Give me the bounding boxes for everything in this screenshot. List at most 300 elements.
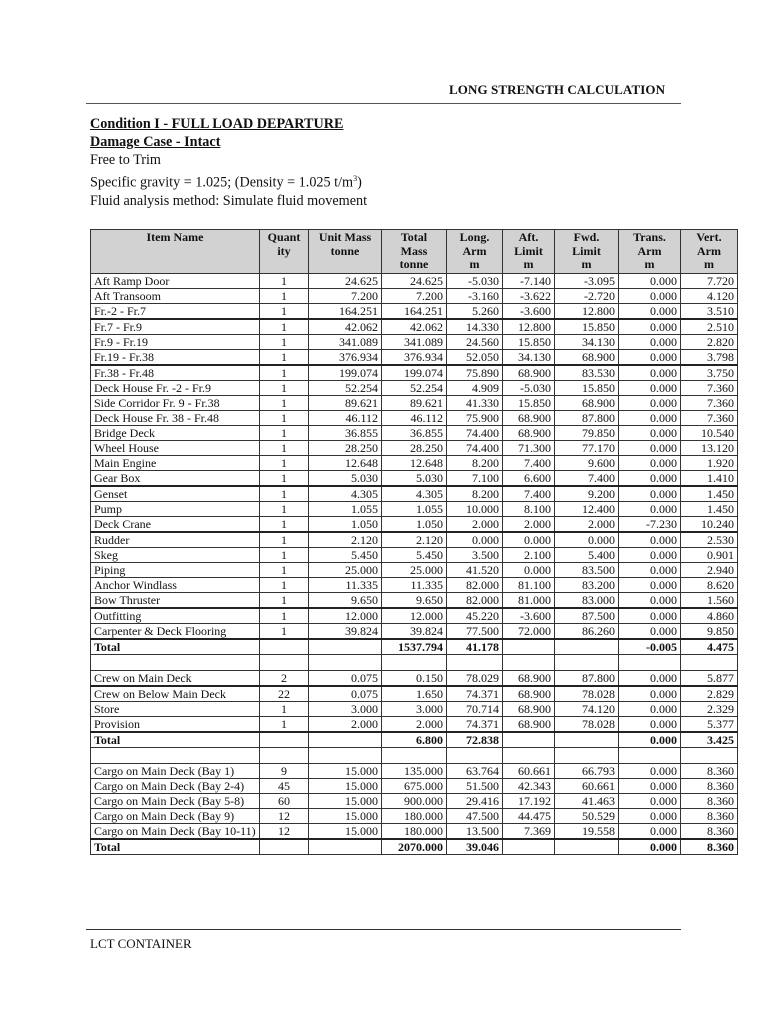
- cell-aft: 81.000: [503, 592, 555, 608]
- cell-fwd: 68.900: [555, 349, 619, 365]
- cell-long: 8.200: [447, 455, 503, 470]
- cell-aft: 15.850: [503, 395, 555, 410]
- cell-name: Skeg: [91, 547, 260, 562]
- cell-trans: 0.000: [619, 763, 681, 778]
- cell-name: Store: [91, 701, 260, 716]
- column-header-aft: Aft. Limit m: [503, 230, 555, 274]
- cell-long: 14.330: [447, 319, 503, 335]
- cell-long: 8.200: [447, 486, 503, 502]
- cell-vert: 3.425: [681, 732, 738, 748]
- cell-name: Cargo on Main Deck (Bay 9): [91, 808, 260, 823]
- table-row: [91, 808, 738, 823]
- cell-vert: 10.540: [681, 425, 738, 440]
- cell-name: Deck House Fr. 38 - Fr.48: [91, 410, 260, 425]
- cell-trans: 0.000: [619, 288, 681, 303]
- cell-unit: [309, 639, 382, 655]
- total-row: [91, 732, 738, 748]
- column-header-qty: Quant ity: [260, 230, 309, 274]
- cell-qty: 45: [260, 778, 309, 793]
- cell-trans: 0.000: [619, 273, 681, 288]
- cell-long: 10.000: [447, 501, 503, 516]
- spacer-row: [91, 654, 738, 670]
- cell-aft: 2.100: [503, 547, 555, 562]
- cell-fwd: 9.200: [555, 486, 619, 502]
- cell-long: 4.909: [447, 380, 503, 395]
- cell-aft: 60.661: [503, 763, 555, 778]
- cell-qty: 1: [260, 334, 309, 349]
- cell-long: 3.500: [447, 547, 503, 562]
- cell-vert: 10.240: [681, 516, 738, 532]
- cell-unit: [309, 747, 382, 763]
- cell-trans: 0.000: [619, 623, 681, 639]
- cell-long: 51.500: [447, 778, 503, 793]
- column-header-unit: Unit Mass tonne: [309, 230, 382, 274]
- cell-total: 0.150: [382, 670, 447, 686]
- column-header-fwd: Fwd. Limit m: [555, 230, 619, 274]
- cell-name: Anchor Windlass: [91, 577, 260, 592]
- table-row: [91, 577, 738, 592]
- cell-long: 2.000: [447, 516, 503, 532]
- cell-name: Total: [91, 839, 260, 855]
- cell-fwd: 12.800: [555, 303, 619, 319]
- cell-unit: [309, 839, 382, 855]
- cell-fwd: [555, 747, 619, 763]
- cell-name: Cargo on Main Deck (Bay 2-4): [91, 778, 260, 793]
- cell-aft: -3.600: [503, 303, 555, 319]
- cell-qty: 2: [260, 670, 309, 686]
- cell-trans: -0.005: [619, 639, 681, 655]
- cell-long: -5.030: [447, 273, 503, 288]
- cell-trans: 0.000: [619, 592, 681, 608]
- cell-fwd: 50.529: [555, 808, 619, 823]
- cell-total: 2.000: [382, 716, 447, 732]
- cell-vert: 2.530: [681, 532, 738, 548]
- cell-fwd: 78.028: [555, 686, 619, 702]
- fluid-analysis-method: Fluid analysis method: Simulate fluid movement: [90, 192, 368, 209]
- cell-unit: 42.062: [309, 319, 382, 335]
- cell-fwd: 83.200: [555, 577, 619, 592]
- cell-unit: 2.000: [309, 716, 382, 732]
- cell-aft: [503, 639, 555, 655]
- cell-fwd: 77.170: [555, 440, 619, 455]
- cell-trans: 0.000: [619, 303, 681, 319]
- cell-long: 75.900: [447, 410, 503, 425]
- table-row: [91, 288, 738, 303]
- cell-total: 11.335: [382, 577, 447, 592]
- cell-qty: [260, 639, 309, 655]
- cell-fwd: 66.793: [555, 763, 619, 778]
- cell-trans: 0.000: [619, 410, 681, 425]
- cell-aft: 81.100: [503, 577, 555, 592]
- table-row: [91, 470, 738, 486]
- cell-aft: [503, 654, 555, 670]
- cell-name: Outfitting: [91, 608, 260, 624]
- cell-aft: 34.130: [503, 349, 555, 365]
- cell-long: 41.178: [447, 639, 503, 655]
- cell-vert: 2.940: [681, 562, 738, 577]
- condition-info: [90, 115, 367, 210]
- cell-trans: 0.000: [619, 547, 681, 562]
- cell-name: Rudder: [91, 532, 260, 548]
- cell-fwd: 9.600: [555, 455, 619, 470]
- cell-total: 25.000: [382, 562, 447, 577]
- cell-qty: 1: [260, 577, 309, 592]
- cell-trans: 0.000: [619, 532, 681, 548]
- cell-unit: 4.305: [309, 486, 382, 502]
- cell-aft: 68.900: [503, 701, 555, 716]
- cell-long: 0.000: [447, 532, 503, 548]
- cell-qty: 12: [260, 823, 309, 839]
- cell-fwd: -2.720: [555, 288, 619, 303]
- table-row: [91, 501, 738, 516]
- cell-total: 12.000: [382, 608, 447, 624]
- cell-aft: 17.192: [503, 793, 555, 808]
- cell-total: 6.800: [382, 732, 447, 748]
- specific-gravity: Specific gravity = 1.025; (Density = 1.025 $t/m^3$): [90, 173, 362, 191]
- cell-qty: 1: [260, 288, 309, 303]
- cell-unit: 15.000: [309, 823, 382, 839]
- table-row: [91, 608, 738, 624]
- table-row: [91, 592, 738, 608]
- cell-name: Deck House Fr. -2 - Fr.9: [91, 380, 260, 395]
- cell-fwd: 87.500: [555, 608, 619, 624]
- cell-unit: 15.000: [309, 808, 382, 823]
- cell-total: 52.254: [382, 380, 447, 395]
- cell-unit: 341.089: [309, 334, 382, 349]
- cell-long: 72.838: [447, 732, 503, 748]
- cell-qty: 1: [260, 532, 309, 548]
- cell-fwd: 79.850: [555, 425, 619, 440]
- cell-trans: 0.000: [619, 470, 681, 486]
- cell-long: 74.400: [447, 440, 503, 455]
- cell-qty: 1: [260, 440, 309, 455]
- cell-aft: 71.300: [503, 440, 555, 455]
- cell-name: Aft Ramp Door: [91, 273, 260, 288]
- cell-long: 24.560: [447, 334, 503, 349]
- cell-fwd: 0.000: [555, 532, 619, 548]
- cell-total: 3.000: [382, 701, 447, 716]
- cell-vert: 8.360: [681, 793, 738, 808]
- cell-aft: [503, 732, 555, 748]
- table-row: [91, 823, 738, 839]
- cell-aft: -3.622: [503, 288, 555, 303]
- cell-total: 4.305: [382, 486, 447, 502]
- cell-aft: 68.900: [503, 686, 555, 702]
- cell-name: Cargo on Main Deck (Bay 5-8): [91, 793, 260, 808]
- cell-long: 78.029: [447, 670, 503, 686]
- cell-vert: 8.620: [681, 577, 738, 592]
- cell-unit: 15.000: [309, 778, 382, 793]
- cell-qty: 9: [260, 763, 309, 778]
- cell-long: 82.000: [447, 577, 503, 592]
- cell-qty: 60: [260, 793, 309, 808]
- cell-total: 5.030: [382, 470, 447, 486]
- cell-fwd: [555, 654, 619, 670]
- cell-qty: 1: [260, 592, 309, 608]
- cell-name: Crew on Main Deck: [91, 670, 260, 686]
- cell-qty: 1: [260, 349, 309, 365]
- table-row: [91, 319, 738, 335]
- cell-name: Fr.-2 - Fr.7: [91, 303, 260, 319]
- cell-name: Total: [91, 732, 260, 748]
- cell-fwd: 74.120: [555, 701, 619, 716]
- cell-vert: 1.560: [681, 592, 738, 608]
- cell-qty: 1: [260, 701, 309, 716]
- cell-fwd: 12.400: [555, 501, 619, 516]
- cell-aft: 68.900: [503, 365, 555, 381]
- cell-unit: 12.648: [309, 455, 382, 470]
- cell-long: -3.160: [447, 288, 503, 303]
- cell-long: 47.500: [447, 808, 503, 823]
- cell-vert: 1.450: [681, 501, 738, 516]
- cell-total: 24.625: [382, 273, 447, 288]
- cell-unit: 25.000: [309, 562, 382, 577]
- cell-unit: 0.075: [309, 686, 382, 702]
- cell-trans: 0.000: [619, 778, 681, 793]
- cell-fwd: 2.000: [555, 516, 619, 532]
- total-row: [91, 839, 738, 855]
- cell-fwd: 60.661: [555, 778, 619, 793]
- cell-trans: 0.000: [619, 365, 681, 381]
- cell-aft: 12.800: [503, 319, 555, 335]
- cell-total: 1.650: [382, 686, 447, 702]
- condition-title: Condition I - FULL LOAD DEPARTURE: [90, 116, 344, 132]
- cell-vert: 4.475: [681, 639, 738, 655]
- cell-unit: 5.450: [309, 547, 382, 562]
- cell-vert: 7.360: [681, 380, 738, 395]
- cell-total: 39.824: [382, 623, 447, 639]
- table-row: [91, 455, 738, 470]
- cell-vert: 13.120: [681, 440, 738, 455]
- cell-trans: 0.000: [619, 577, 681, 592]
- cell-name: Deck Crane: [91, 516, 260, 532]
- cell-fwd: 83.530: [555, 365, 619, 381]
- cell-trans: 0.000: [619, 716, 681, 732]
- table-row: [91, 701, 738, 716]
- cell-total: 1537.794: [382, 639, 447, 655]
- cell-name: Gear Box: [91, 470, 260, 486]
- cell-name: Main Engine: [91, 455, 260, 470]
- cell-trans: 0.000: [619, 562, 681, 577]
- footer-divider: [86, 929, 681, 930]
- cell-fwd: [555, 732, 619, 748]
- cell-vert: 4.120: [681, 288, 738, 303]
- cell-qty: 1: [260, 470, 309, 486]
- cell-aft: 6.600: [503, 470, 555, 486]
- cell-vert: 2.510: [681, 319, 738, 335]
- cell-aft: 15.850: [503, 334, 555, 349]
- cell-qty: [260, 732, 309, 748]
- cell-fwd: [555, 839, 619, 855]
- cell-total: 46.112: [382, 410, 447, 425]
- cell-unit: 52.254: [309, 380, 382, 395]
- table-row: [91, 425, 738, 440]
- column-header-trans: Trans. Arm m: [619, 230, 681, 274]
- header-divider: [86, 103, 681, 104]
- table-row: [91, 273, 738, 288]
- total-row: [91, 639, 738, 655]
- table-row: [91, 334, 738, 349]
- cell-name: Side Corridor Fr. 9 - Fr.38: [91, 395, 260, 410]
- table-row: [91, 793, 738, 808]
- cell-name: Fr.19 - Fr.38: [91, 349, 260, 365]
- cell-unit: 39.824: [309, 623, 382, 639]
- cell-fwd: 87.800: [555, 410, 619, 425]
- cell-aft: 68.900: [503, 670, 555, 686]
- cell-unit: 28.250: [309, 440, 382, 455]
- cell-unit: 15.000: [309, 793, 382, 808]
- cell-name: Fr.38 - Fr.48: [91, 365, 260, 381]
- table-row: [91, 410, 738, 425]
- cell-trans: 0.000: [619, 839, 681, 855]
- cell-aft: -7.140: [503, 273, 555, 288]
- cell-trans: 0.000: [619, 608, 681, 624]
- cell-long: 70.714: [447, 701, 503, 716]
- cell-long: [447, 747, 503, 763]
- cell-long: 13.500: [447, 823, 503, 839]
- cell-vert: 3.798: [681, 349, 738, 365]
- cell-long: 29.416: [447, 793, 503, 808]
- table-row: [91, 349, 738, 365]
- cell-total: 341.089: [382, 334, 447, 349]
- cell-trans: 0.000: [619, 670, 681, 686]
- cell-aft: [503, 839, 555, 855]
- cell-trans: 0.000: [619, 349, 681, 365]
- cell-long: 82.000: [447, 592, 503, 608]
- cell-long: 39.046: [447, 839, 503, 855]
- cell-name: Carpenter & Deck Flooring: [91, 623, 260, 639]
- cell-unit: [309, 732, 382, 748]
- cell-vert: 8.360: [681, 808, 738, 823]
- cell-qty: 1: [260, 319, 309, 335]
- cell-vert: 3.510: [681, 303, 738, 319]
- cell-aft: 68.900: [503, 425, 555, 440]
- cell-unit: 0.075: [309, 670, 382, 686]
- cell-qty: 1: [260, 395, 309, 410]
- cell-fwd: 41.463: [555, 793, 619, 808]
- cell-vert: 8.360: [681, 763, 738, 778]
- cell-long: 52.050: [447, 349, 503, 365]
- footer-vessel-name: LCT CONTAINER: [90, 936, 192, 951]
- cell-trans: 0.000: [619, 486, 681, 502]
- cell-trans: 0.000: [619, 501, 681, 516]
- table-row: [91, 547, 738, 562]
- cell-fwd: 83.000: [555, 592, 619, 608]
- cell-aft: 0.000: [503, 532, 555, 548]
- cell-aft: -5.030: [503, 380, 555, 395]
- table-row: [91, 395, 738, 410]
- cell-vert: 1.450: [681, 486, 738, 502]
- cell-unit: 89.621: [309, 395, 382, 410]
- cell-total: 2.120: [382, 532, 447, 548]
- table-row: [91, 623, 738, 639]
- cell-trans: 0.000: [619, 701, 681, 716]
- cell-trans: 0.000: [619, 793, 681, 808]
- cell-long: 63.764: [447, 763, 503, 778]
- cell-name: Bow Thruster: [91, 592, 260, 608]
- cell-unit: 36.855: [309, 425, 382, 440]
- cell-name: Crew on Below Main Deck: [91, 686, 260, 702]
- cell-total: 5.450: [382, 547, 447, 562]
- cell-total: [382, 654, 447, 670]
- cell-aft: 68.900: [503, 716, 555, 732]
- cell-fwd: [555, 639, 619, 655]
- cell-unit: 199.074: [309, 365, 382, 381]
- cell-total: 675.000: [382, 778, 447, 793]
- table-row: [91, 670, 738, 686]
- cell-qty: 1: [260, 501, 309, 516]
- cell-qty: 1: [260, 380, 309, 395]
- cell-trans: -7.230: [619, 516, 681, 532]
- table-row: [91, 303, 738, 319]
- cell-unit: 1.055: [309, 501, 382, 516]
- cell-trans: 0.000: [619, 395, 681, 410]
- cell-fwd: 34.130: [555, 334, 619, 349]
- mass-distribution-table: [90, 229, 738, 855]
- cell-vert: 0.901: [681, 547, 738, 562]
- table-body: [91, 273, 738, 854]
- cell-total: 376.934: [382, 349, 447, 365]
- page-header-title: LONG STRENGTH CALCULATION: [449, 82, 666, 97]
- cell-long: [447, 654, 503, 670]
- cell-vert: 8.360: [681, 778, 738, 793]
- cell-name: Bridge Deck: [91, 425, 260, 440]
- cell-total: 1.055: [382, 501, 447, 516]
- cell-qty: 1: [260, 303, 309, 319]
- cell-unit: 5.030: [309, 470, 382, 486]
- cell-unit: [309, 654, 382, 670]
- cell-aft: -3.600: [503, 608, 555, 624]
- cell-unit: 7.200: [309, 288, 382, 303]
- table-row: [91, 778, 738, 793]
- cell-fwd: 7.400: [555, 470, 619, 486]
- cell-long: 7.100: [447, 470, 503, 486]
- cell-aft: 42.343: [503, 778, 555, 793]
- cell-aft: 68.900: [503, 410, 555, 425]
- cell-qty: 1: [260, 486, 309, 502]
- cell-unit: 164.251: [309, 303, 382, 319]
- cell-vert: 7.360: [681, 395, 738, 410]
- cell-aft: 44.475: [503, 808, 555, 823]
- cell-trans: 0.000: [619, 455, 681, 470]
- cell-name: [91, 654, 260, 670]
- spacer-row: [91, 747, 738, 763]
- cell-name: Aft Transoom: [91, 288, 260, 303]
- cell-qty: 1: [260, 425, 309, 440]
- table-header-row: [91, 230, 738, 274]
- cell-unit: 12.000: [309, 608, 382, 624]
- cell-fwd: -3.095: [555, 273, 619, 288]
- cell-qty: 1: [260, 516, 309, 532]
- table-row: [91, 365, 738, 381]
- table-row: [91, 440, 738, 455]
- cell-unit: 11.335: [309, 577, 382, 592]
- table-row: [91, 686, 738, 702]
- column-header-total: Total Mass tonne: [382, 230, 447, 274]
- cell-vert: 2.329: [681, 701, 738, 716]
- cell-long: 74.371: [447, 686, 503, 702]
- cell-total: 180.000: [382, 823, 447, 839]
- cell-total: 900.000: [382, 793, 447, 808]
- cell-qty: 22: [260, 686, 309, 702]
- cell-vert: [681, 654, 738, 670]
- trim-mode: Free to Trim: [90, 152, 161, 169]
- cell-qty: 1: [260, 547, 309, 562]
- cell-total: 89.621: [382, 395, 447, 410]
- cell-fwd: 87.800: [555, 670, 619, 686]
- cell-trans: 0.000: [619, 808, 681, 823]
- cell-trans: 0.000: [619, 425, 681, 440]
